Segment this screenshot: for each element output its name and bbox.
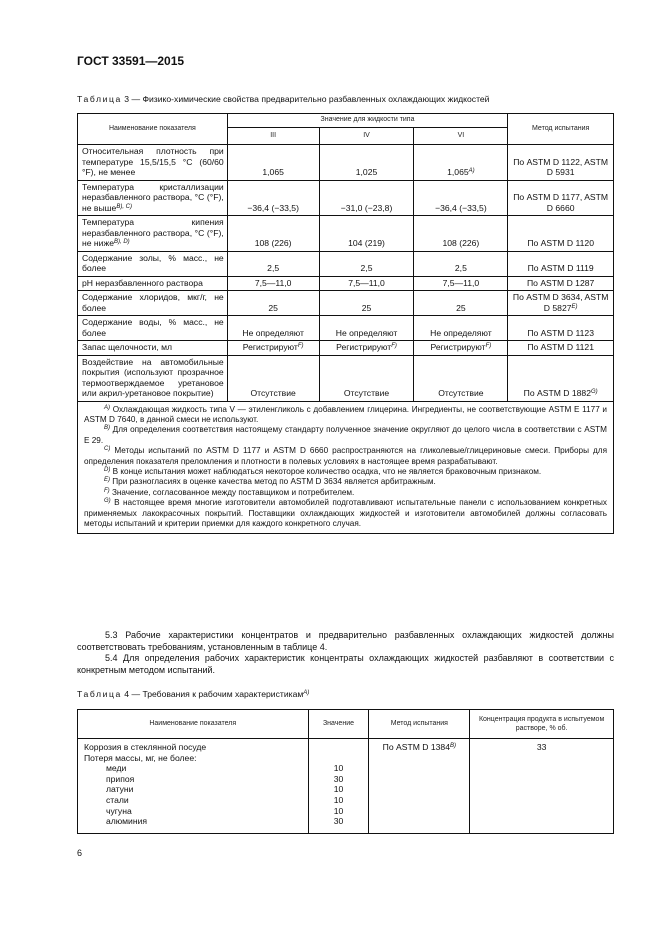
table3-footnote	[84, 425, 607, 446]
table3-row-value-text: Не определяют	[430, 327, 492, 338]
table3-row-value	[319, 316, 414, 341]
table3-row-value	[319, 341, 414, 356]
table3-row-value-text: 1,065	[447, 167, 469, 177]
table3-footnote-text: В конце испытания может наблюдаться некоторое количество осадка, что не является браковочным признаком.	[112, 466, 542, 476]
table3-row-value	[227, 216, 319, 252]
table3-row-name	[78, 316, 228, 341]
table3-row-method-text: По ASTM D 1120	[527, 238, 594, 248]
table3-row-name-text: Содержание воды, % масс., не более	[82, 317, 224, 338]
table4-metal-value: 10	[333, 794, 344, 805]
table3-row-name-text: Температура кристаллизации неразбавленного раствора, °C (°F), не выше	[82, 181, 224, 213]
table3-row-value-text: 1,065	[262, 167, 284, 177]
table3-header-method: Метод испытания	[508, 114, 614, 145]
table3-footnote-mark: E)	[104, 477, 110, 484]
paragraph-5-3: 5.3 Рабочие характеристики концентратов и предварительно разбавленных охлаждающих жидкостей должны соответствовать требованиям, установленным в таблице 4.	[77, 630, 614, 652]
table4-method-cell	[369, 739, 470, 834]
table3-row-value	[227, 341, 319, 356]
table3-notes	[78, 401, 614, 534]
table3-footnote-mark: B)	[104, 425, 110, 432]
table4-metal-name: меди	[106, 763, 127, 774]
table3-row-method-text: По ASTM D 1119	[527, 263, 594, 273]
table3-row-value	[319, 276, 414, 291]
document-header: ГОСТ 33591—2015	[77, 54, 185, 68]
table3-row	[78, 145, 614, 181]
table3-row-value	[414, 180, 508, 216]
table3-row-value-text: 108 (226)	[254, 238, 292, 248]
table3-row-value	[319, 145, 414, 181]
table3-footnote	[84, 405, 607, 426]
table3-row-value-text: Регистрируют	[242, 342, 298, 352]
table3-row-value	[414, 251, 508, 276]
table3-row-value-text: 2,5	[267, 263, 280, 273]
table3-row	[78, 291, 614, 316]
table4-caption-number: 4	[124, 689, 130, 699]
table4-method-footnote-mark: B)	[450, 743, 456, 749]
table3-row-value	[227, 355, 319, 401]
table3-header-type: IV	[319, 128, 414, 145]
table3-footnote-text: Охлаждающая жидкость типа V — этиленгликоль с добавлением глицерина. Ингредиенты, не соответствующие ASTM E 1177 и ASTM D 7640, в данной смеси не используют.	[84, 404, 608, 424]
table3-row-value-text: Не определяют	[242, 327, 304, 338]
table3-row-value-text: 7,5—11,0	[254, 277, 292, 288]
table3-row-value-text: Регистрируют	[430, 342, 486, 352]
table3-row-method	[508, 316, 614, 341]
table3-row-value-text: 108 (226)	[442, 238, 480, 248]
table3-row-method	[508, 341, 614, 356]
table3-row-name-text: pH неразбавленного раствора	[82, 277, 203, 288]
table3-row-name-footnote-mark: B), C)	[116, 203, 133, 210]
table4-metal-value: 30	[333, 773, 344, 784]
table3-footnote-mark: D)	[104, 466, 111, 473]
table3-row-name-text: Содержание хлоридов, мкг/г, не более	[82, 292, 224, 313]
table3-row-value-text: 2,5	[360, 263, 373, 273]
table3-row-value	[414, 216, 508, 252]
table4-row-subtitle: Потеря массы, мг, не более:	[84, 752, 197, 763]
table3-row-name	[78, 180, 228, 216]
table3-row-value-text: 7,5—11,0	[348, 277, 385, 288]
table4-caption-text: — Требования к рабочим характеристикам	[131, 689, 304, 699]
table3-row	[78, 355, 614, 401]
page-number: 6	[77, 848, 83, 858]
table3-row-value-text: −31,0 (−23,8)	[340, 202, 393, 213]
table4-row-title: Коррозия в стеклянной посуде	[84, 742, 207, 752]
table4-metals-list	[84, 763, 304, 827]
table3-row-method	[508, 355, 614, 401]
table3-row-method-text: По ASTM D 1177, ASTM D 6660	[513, 192, 609, 213]
table3-row-value-text: 2,5	[454, 263, 467, 273]
table3-row-value-text: Не определяют	[335, 327, 398, 338]
table3-row-value	[414, 291, 508, 316]
table4-metal-value: 10	[333, 805, 344, 816]
table3-row-name	[78, 216, 228, 252]
table3-row-method	[508, 216, 614, 252]
table3-row-value-text: 25	[361, 302, 372, 313]
table3-footnote-mark: G)	[104, 498, 111, 505]
table3-header-name: Наименование показателя	[78, 114, 228, 145]
table3-row-method	[508, 145, 614, 181]
table3-row-value-text: 1,025	[355, 167, 378, 177]
table3-caption-word: Таблица	[77, 94, 122, 104]
table3-row-name-text: Температура кипения неразбавленного раствора, °C (°F), не ниже	[82, 217, 224, 248]
table3-row-method-text: По ASTM D 1122, ASTM D 5931	[513, 156, 609, 177]
table4-caption	[77, 689, 309, 699]
table3-row-value-text: 25	[268, 302, 278, 313]
table3-footnote-text: Значение, согласованное между поставщиком и потребителем.	[111, 487, 355, 497]
table3-footnote-text: При разногласиях в оценке качества метод по ASTM D 3634 является арбитражным.	[112, 477, 436, 487]
table3-row-name	[78, 276, 228, 291]
table3-row	[78, 316, 614, 341]
table3-row	[78, 216, 614, 252]
table3-row-name-text: Воздействие на автомобильные покрытия (используют прозрачное термоотверждаемое уретановое или акрил-уретановое покрытие)	[82, 356, 224, 398]
table3-row-value	[414, 316, 508, 341]
table4-metal-value: 10	[333, 763, 344, 774]
table3-row-method-footnote-mark: E)	[571, 303, 578, 310]
table4-metal-name: стали	[106, 794, 129, 805]
table3-row-method	[508, 251, 614, 276]
table3-row-value	[319, 251, 414, 276]
table4-caption-word: Таблица	[77, 689, 122, 699]
table3-footnote	[84, 498, 607, 529]
table4-header-value: Значение	[308, 710, 369, 739]
table3-footnote-mark: C)	[104, 446, 111, 453]
table3-row-value	[414, 145, 508, 181]
table3-row-value-footnote-mark: F)	[297, 343, 304, 349]
table3-row-name	[78, 341, 228, 356]
table3-row-value-footnote-mark: A)	[468, 168, 475, 174]
table3-header-type: VI	[414, 128, 508, 145]
table3-row-method-text: По ASTM D 1123	[527, 327, 594, 338]
table3-caption-number: 3	[124, 94, 130, 104]
table3-row-value-text: 104 (219)	[348, 238, 385, 248]
table3-body	[78, 145, 614, 402]
table3-footnote-mark: F)	[104, 487, 110, 494]
table3-footnote	[84, 446, 607, 467]
table3-row-value	[227, 291, 319, 316]
table3-row-value-text: 25	[456, 302, 466, 313]
table3-row-name-text: Содержание золы, % масс., не более	[82, 252, 224, 273]
table3-row-name	[78, 145, 228, 181]
table4-concentration: 33	[536, 742, 547, 752]
table3-header-group: Значение для жидкости типа	[227, 114, 508, 128]
table3-row-value	[227, 276, 319, 291]
table3-footnote	[84, 488, 607, 498]
table3-footnote	[84, 467, 607, 477]
table3-row-value	[227, 145, 319, 181]
table3-row-value	[319, 216, 414, 252]
table3-row-method	[508, 276, 614, 291]
table3-row-value-text: −36,4 (−33,5)	[435, 202, 487, 213]
table3-row	[78, 276, 614, 291]
table4-value-cell	[308, 739, 369, 834]
table3-row-value	[414, 276, 508, 291]
table3-row-value-text: Отсутствие	[438, 388, 484, 398]
table3-row-method-text: По ASTM D 3634, ASTM D 5827	[512, 292, 609, 313]
table4	[77, 709, 614, 834]
table3	[77, 113, 614, 534]
table3-row-value	[414, 341, 508, 356]
table4-metal-value: 10	[333, 784, 344, 795]
table3-row-name	[78, 291, 228, 316]
table3-row-method-text: По ASTM D 1882	[523, 388, 591, 398]
table4-metal-name: латуни	[106, 784, 134, 795]
table3-row-value-text: Отсутствие	[250, 388, 296, 398]
table3-footnote-text: Методы испытаний по ASTM D 1177 и ASTM D 6660 распространяются на гликолевые/глицериновые смеси. Приборы для определения показателя преломления и плотности в полевых условиях в настоящее время разрабатывают.	[84, 446, 608, 466]
table3-row-value-text: 7,5—11,0	[442, 277, 480, 288]
table4-name-cell	[78, 739, 309, 834]
table3-row	[78, 251, 614, 276]
table3-row-method-footnote-mark: G)	[590, 389, 598, 395]
table3-row-name-text: Запас щелочности, мл	[82, 342, 172, 352]
table4-header-concentration: Концентрация продукта в испытуемом растворе, % об.	[470, 710, 614, 739]
table4-metal-name: алюминия	[106, 816, 148, 827]
table3-row-value-text: Регистрируют	[336, 342, 392, 352]
table3-notes-list	[84, 405, 607, 530]
table3-row-value-footnote-mark: F)	[391, 343, 397, 349]
table3-row-value	[319, 180, 414, 216]
body-paragraphs	[77, 630, 614, 676]
paragraph-5-4: 5.4 Для определения рабочих характеристик концентраты охлаждающих жидкостей разбавляют в соответствии с конкретным методом испытаний.	[77, 653, 614, 675]
table3-header-type: III	[227, 128, 319, 145]
table3-row-value	[319, 291, 414, 316]
table4-header-name: Наименование показателя	[78, 710, 309, 739]
table4-metal-value: 30	[333, 816, 344, 827]
table4-caption-footnote-mark: A)	[303, 690, 310, 696]
table3-row-name-footnote-mark: B), D)	[114, 239, 130, 245]
table3-footnote-text: В настоящее время многие изготовители автомобилей подготавливают испытательные панели с использованием конкретных применяемых лакокрасочных покрытий. Поставщики охлаждающих жидкостей и изготовители автомобилей должны согласовать методы испытаний и критерии приемки для каждого конкретного случая.	[84, 498, 607, 528]
table3-row-name-text: Относительная плотность при температуре 15,5/15,5 °C (60/60 °F), не менее	[82, 146, 224, 177]
table3-row-value-text: Отсутствие	[343, 388, 390, 398]
table4-header-method: Метод испытания	[369, 710, 470, 739]
table4-concentration-cell	[470, 739, 614, 834]
table3-footnote	[84, 477, 607, 487]
table3-row	[78, 180, 614, 216]
table4-metal-name: припоя	[106, 773, 135, 784]
table3-row	[78, 341, 614, 356]
table3-row-method-text: По ASTM D 1287	[526, 277, 595, 288]
table3-footnote-mark: A)	[104, 404, 110, 411]
table3-row-name	[78, 251, 228, 276]
table3-row-value	[227, 316, 319, 341]
table3-row-value	[227, 180, 319, 216]
table3-caption	[77, 94, 490, 104]
table3-row-value-text: −36,4 (−33,5)	[247, 202, 299, 213]
table3-row-value	[227, 251, 319, 276]
table3-row-method-text: По ASTM D 1121	[527, 342, 594, 352]
table4-values-list	[311, 763, 367, 827]
table3-row-value	[319, 355, 414, 401]
table3-row-method	[508, 291, 614, 316]
table3-row-method	[508, 180, 614, 216]
table3-row-name	[78, 355, 228, 401]
table4-method: По ASTM D 1384	[382, 742, 450, 752]
table3-row-value-footnote-mark: F)	[485, 343, 492, 349]
table4-metal-name: чугуна	[106, 805, 132, 816]
table3-caption-text: — Физико-химические свойства предварительно разбавленных охлаждающих жидкостей	[131, 94, 490, 104]
table3-footnote-text: Для определения соответствия настоящему стандарту полученное значение округляют до целого числа в соответствии с ASTM E 29.	[84, 425, 607, 445]
table3-row-value	[414, 355, 508, 401]
